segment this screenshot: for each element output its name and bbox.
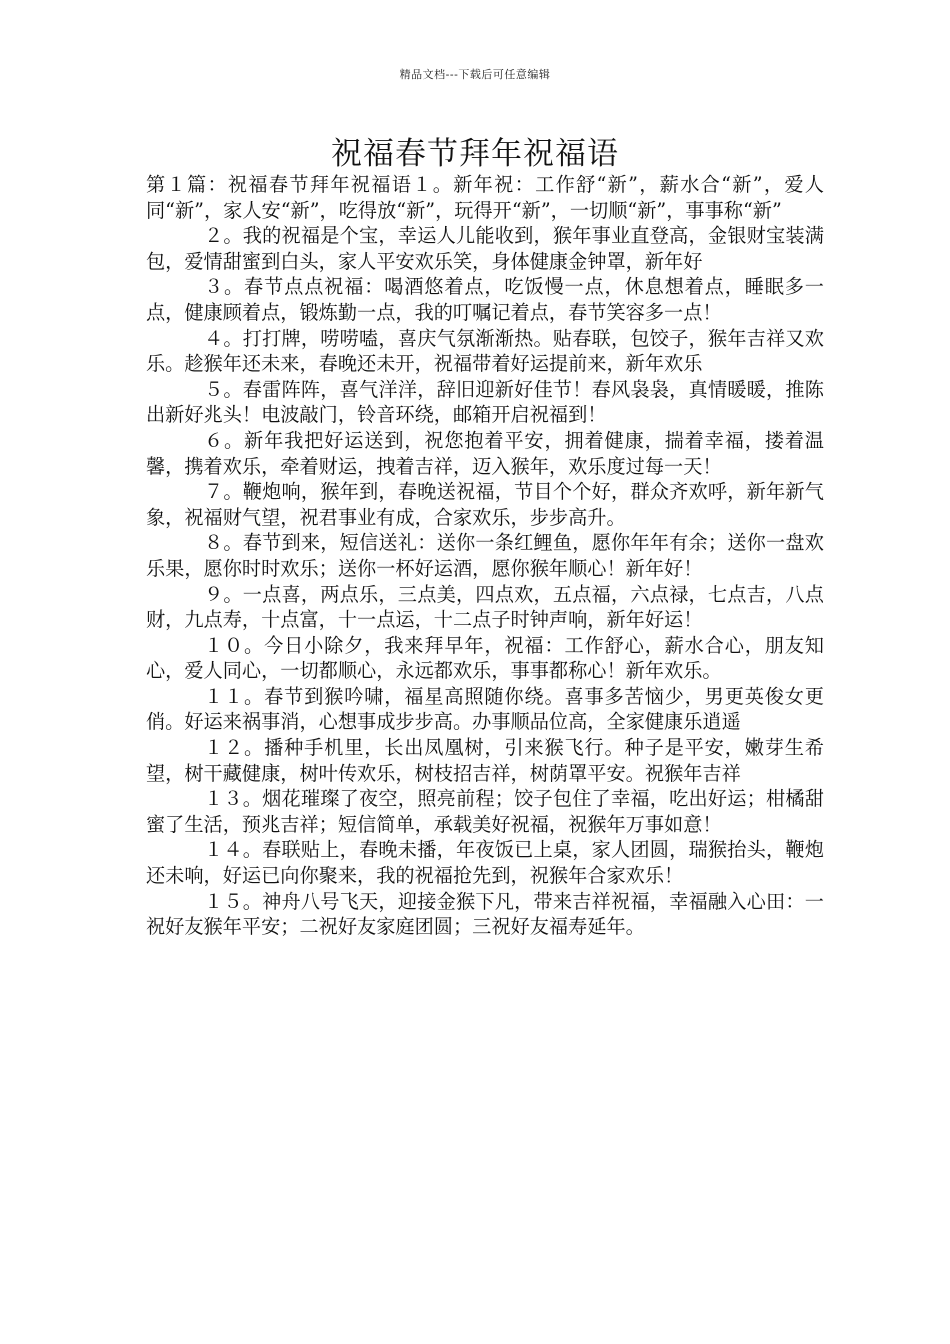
- paragraph-15: １５。神舟八号飞天，迎接金猴下凡，带来吉祥祝福，幸福融入心田：一祝好友猴年平安；二祝好友家庭团圆；三祝好友福寿延年。: [146, 889, 824, 939]
- document-title: 祝福春节拜年祝福语: [331, 136, 619, 172]
- paragraph-13: １３。烟花璀璨了夜空，照亮前程；饺子包住了幸福，吃出好运；柑橘甜蜜了生活，预兆吉祥；短信简单，承载美好祝福，祝猴年万事如意！: [146, 787, 824, 836]
- paragraph-7: ７。鞭炮响，猴年到，春晚送祝福，节目个个好，群众齐欢呼，新年新气象，祝福财气望，祝君事业有成，合家欢乐，步步高升。: [146, 480, 824, 529]
- paragraph-3: ３。春节点点祝福：喝酒悠着点，吃饭慢一点，休息想着点，睡眠多一点，健康顾着点，锻炼勤一点，我的叮嘱记着点，春节笑容多一点！: [146, 275, 824, 324]
- paragraph-2: ２。我的祝福是个宝，幸运人儿能收到，猴年事业直登高，金银财宝装满包，爱情甜蜜到白头，家人平安欢乐笑，身体健康金钟罩，新年好: [146, 224, 824, 273]
- paragraph-9: ９。一点喜，两点乐，三点美，四点欢，五点福，六点禄，七点吉，八点财，九点寿，十点富，十一点运，十二点子时钟声响，新年好运！: [146, 582, 824, 632]
- paragraph-12: １２。播种手机里，长出凤凰树，引来猴飞行。种子是平安，嫩芽生希望，树干藏健康，树叶传欢乐，树枝招吉祥，树荫罩平安。祝猴年吉祥: [146, 736, 824, 785]
- paragraph-14: １４。春联贴上，春晚未播，年夜饭已上桌，家人团圆，瑞猴抬头，鞭炮还未响，好运已向你聚来，我的祝福抢先到，祝猴年合家欢乐！: [146, 838, 824, 888]
- paragraph-6: ６。新年我把好运送到，祝您抱着平安，拥着健康，揣着幸福，搂着温馨，携着欢乐，牵着财运，拽着吉祥，迈入猴年，欢乐度过每一天！: [146, 428, 824, 478]
- paragraph-1: 第１篇：祝福春节拜年祝福语１。新年祝：工作舒“新”，薪水合“新”，爱人同“新”，家人安“新”，吃得放“新”，玩得开“新”，一切顺“新”，事事称“新”: [146, 173, 824, 222]
- paragraph-4: ４。打打牌，唠唠嗑，喜庆气氛渐渐热。贴春联，包饺子，猴年吉祥又欢乐。趁猴年还未来，春晚还未开，祝福带着好运提前来，新年欢乐: [146, 326, 824, 376]
- paragraph-11: １１。春节到猴吟啸，福星高照随你绕。喜事多苦恼少，男更英俊女更俏。好运来祸事消，心想事成步步高。办事顺品位高，全家健康乐逍遥: [146, 684, 824, 734]
- paragraph-8: ８。春节到来，短信送礼：送你一条红鲤鱼，愿你年年有余；送你一盘欢乐果，愿你时时欢乐；送你一杯好运酒，愿你猴年顺心！新年好！: [146, 531, 824, 580]
- page-header-note: 精品文档---下载后可任意编辑: [399, 68, 551, 81]
- paragraph-5: ５。春雷阵阵，喜气洋洋，辞旧迎新好佳节！春风袅袅，真情暖暖，推陈出新好兆头！电波敲门，铃音环绕，邮箱开启祝福到！: [146, 377, 824, 427]
- paragraph-10: １０。今日小除夕，我来拜早年，祝福：工作舒心，薪水合心，朋友知心，爱人同心，一切都顺心，永远都欢乐，事事都称心！新年欢乐。: [146, 633, 824, 683]
- document-body: [146, 172, 824, 940]
